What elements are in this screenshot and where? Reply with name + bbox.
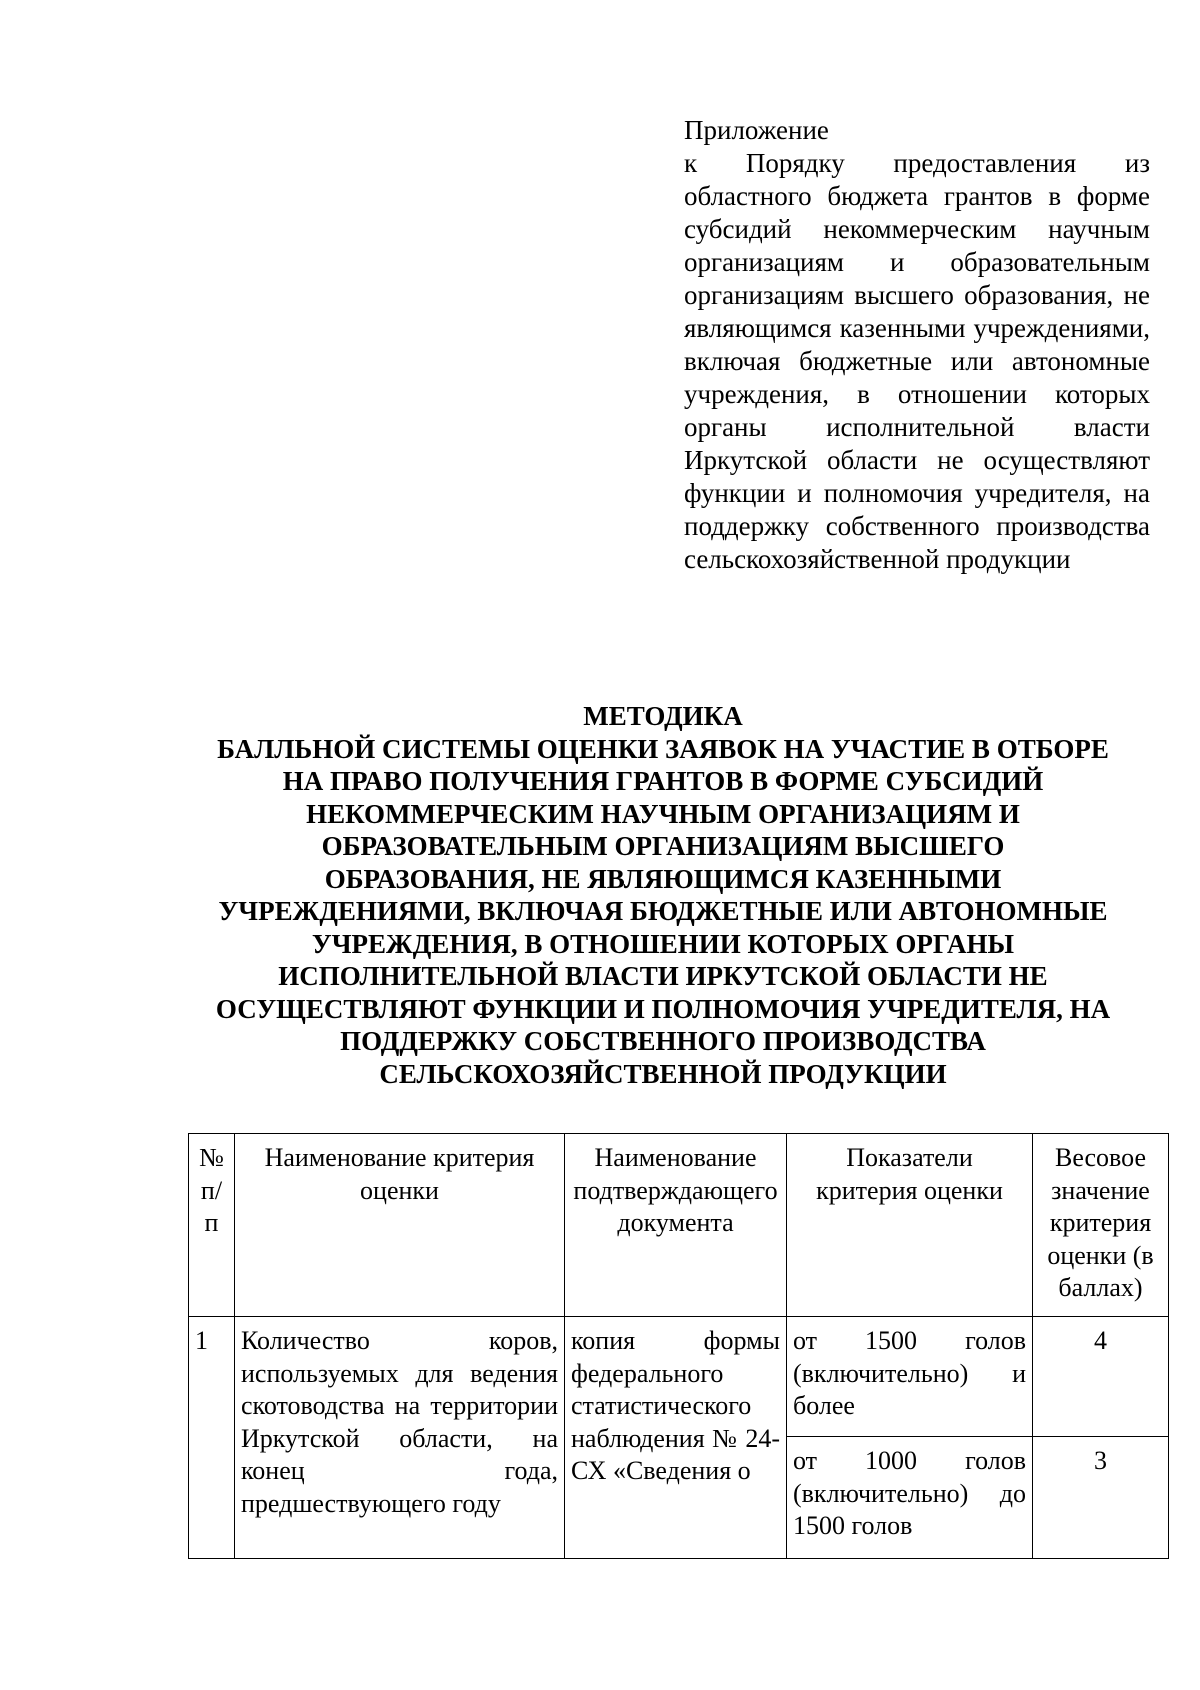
title-line: НА ПРАВО ПОЛУЧЕНИЯ ГРАНТОВ В ФОРМЕ СУБСИДИЙ bbox=[282, 766, 1044, 796]
criteria-table bbox=[188, 1133, 1169, 1559]
title-line: ОБРАЗОВАТЕЛЬНЫМ ОРГАНИЗАЦИЯМ ВЫСШЕГО bbox=[321, 831, 1005, 861]
title-line: УЧРЕЖДЕНИЯМИ, ВКЛЮЧАЯ БЮДЖЕТНЫЕ ИЛИ АВТОНОМНЫЕ bbox=[218, 896, 1108, 926]
title-line: ПОДДЕРЖКУ СОБСТВЕННОГО ПРОИЗВОДСТВА bbox=[340, 1026, 986, 1056]
header-weight: Весовое значение критерия оценки (в баллах) bbox=[1033, 1134, 1169, 1317]
row-score: 4 bbox=[1033, 1317, 1169, 1437]
title-line: БАЛЛЬНОЙ СИСТЕМЫ ОЦЕНКИ ЗАЯВОК НА УЧАСТИЕ В ОТБОРЕ bbox=[217, 733, 1109, 764]
title-line: ОБРАЗОВАНИЯ, НЕ ЯВЛЯЮЩИМСЯ КАЗЕННЫМИ bbox=[324, 863, 1002, 894]
title-line: УЧРЕЖДЕНИЯ, В ОТНОШЕНИИ КОТОРЫХ ОРГАНЫ bbox=[311, 928, 1015, 959]
table-row bbox=[189, 1317, 1169, 1437]
appendix-block bbox=[684, 114, 1150, 576]
document-title bbox=[170, 700, 1156, 1090]
row-indicator: от 1500 голов (включительно) и более bbox=[787, 1317, 1033, 1437]
header-indicators: Показатели критерия оценки bbox=[787, 1134, 1033, 1317]
title-line: ИСПОЛНИТЕЛЬНОЙ ВЛАСТИ ИРКУТСКОЙ ОБЛАСТИ НЕ bbox=[278, 961, 1048, 991]
title-line: ОСУЩЕСТВЛЯЮТ ФУНКЦИИ И ПОЛНОМОЧИЯ УЧРЕДИТЕЛЯ, НА bbox=[215, 993, 1111, 1024]
header-document: Наименование подтверждающего документа bbox=[565, 1134, 787, 1317]
header-num: № п/п bbox=[189, 1134, 235, 1317]
title-line: НЕКОММЕРЧЕСКИМ НАУЧНЫМ ОРГАНИЗАЦИЯМ И bbox=[306, 798, 1020, 829]
row-indicator: от 1000 голов (включительно) до 1500 голов bbox=[787, 1437, 1033, 1559]
header-criterion: Наименование критерия оценки bbox=[235, 1134, 565, 1317]
row-criterion: Количество коров, используемых для ведения скотоводства на территории Иркутской области, на конец года, предшествующего году bbox=[235, 1317, 565, 1559]
row-num: 1 bbox=[189, 1317, 235, 1559]
appendix-text: к Порядку предоставления из областного бюджета грантов в форме субсидий некоммерческим научным организациям и образовательным организациям высшего образования, не являющимся казенными учреждениями, включая бюджетные или автономные учреждения, в отношении которых органы исполнительной власти Иркутской области не осуществляют функции и полномочия учредителя, на поддержку собственного производства сельскохозяйственной продукции bbox=[684, 148, 1150, 574]
row-score: 3 bbox=[1033, 1437, 1169, 1559]
row-document: копия формы федерального статистического наблюдения № 24-СХ «Сведения о bbox=[565, 1317, 787, 1559]
title-line: СЕЛЬСКОХОЗЯЙСТВЕННОЙ ПРОДУКЦИИ bbox=[379, 1058, 947, 1089]
table-header-row bbox=[189, 1134, 1169, 1317]
title-line: МЕТОДИКА bbox=[583, 701, 743, 731]
appendix-heading: Приложение bbox=[684, 115, 829, 145]
